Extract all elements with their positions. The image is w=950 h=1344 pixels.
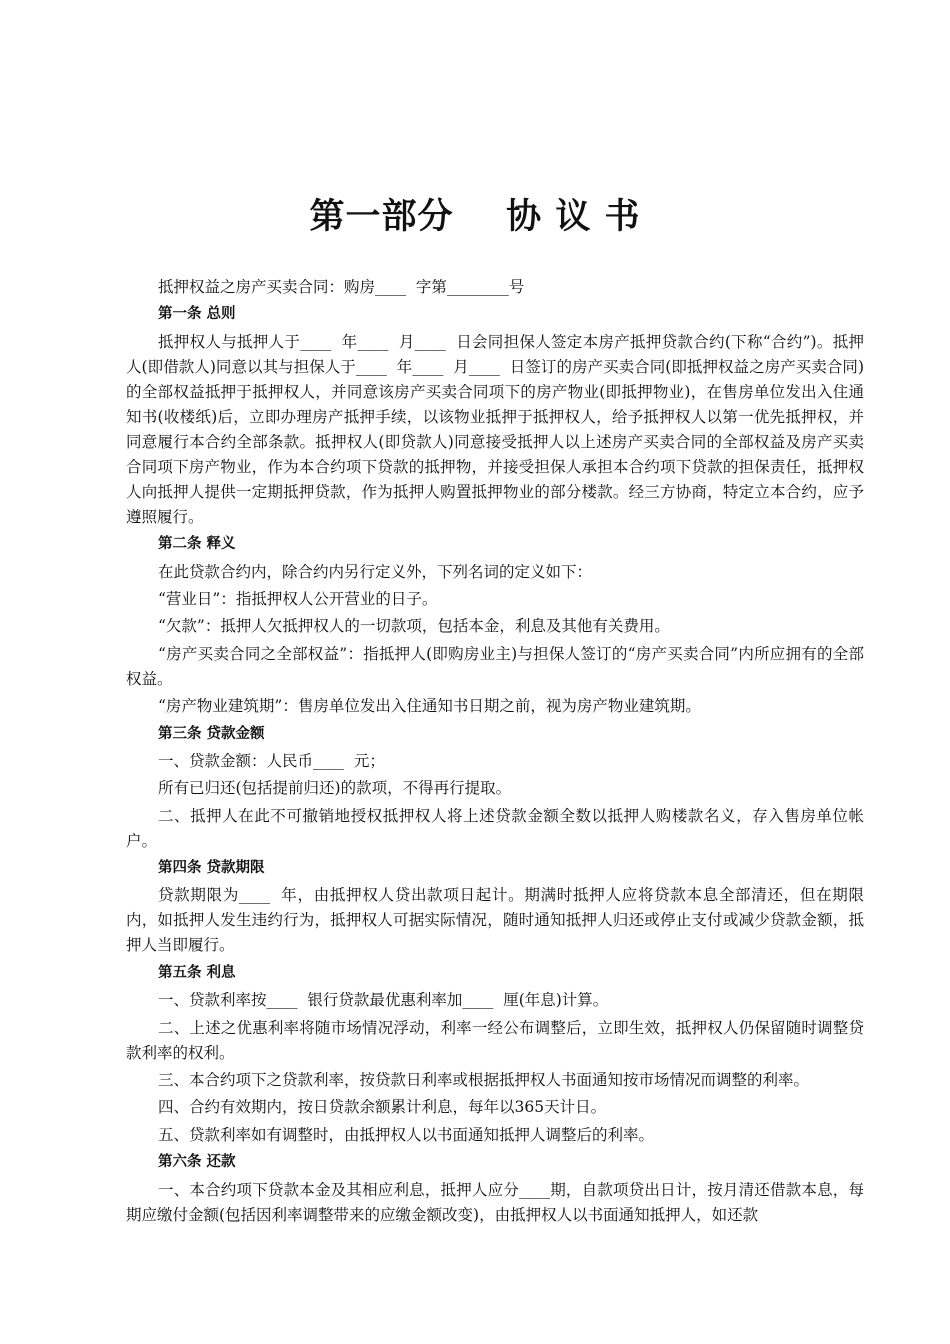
- section-heading: 第四条 贷款期限: [158, 860, 265, 877]
- section-heading: 第二条 释义: [158, 536, 236, 553]
- paragraph: 三、本合约项下之贷款利率，按贷款日利率或根据抵押权人书面通知按市场情况而调整的利率。: [158, 1071, 810, 1090]
- paragraph: 五、贷款利率如有调整时，由抵押权人以书面通知抵押人调整后的利率。: [158, 1125, 655, 1144]
- page-title: 第一部分 协 议 书: [309, 197, 641, 237]
- paragraph: 抵押权益之房产买卖合同：购房____ 字第________号: [158, 278, 525, 296]
- paragraph: 一、本合约项下贷款本金及其相应利息，抵押人应分____期，自款项贷出日计，按月清还借款本息，每期应缴付金额(包括因利率调整带来的应缴金额改变)，由抵押权人以书面通知抵押人，如还款: [126, 1180, 864, 1224]
- paragraph: 抵押权人与抵押人于____ 年____ 月____ 日会同担保人签定本房产抵押贷款合约(下称“合约”)。抵押人(即借款人)同意以其与担保人于____ 年____ 月____ 日签订的房产买卖合同(即抵押权益之房产买卖合同)的全部权益抵押于抵押权人，并同意该房产买卖合同项下的房产物业(即抵押物业)，在售房单位发出入住通知书(收楼纸)后，立即办理房产抵押手续，以该物业抵押于抵押权人，给予抵押权人以第一优先抵押权，并同意履行本合约全部条款。抵押权人(即贷款人)同意接受抵押人以上述房产买卖合同的全部权益及房产买卖合同项下房产物业，作为本合约项下贷款的抵押物，并接受担保人承担本合约项下贷款的担保责任，抵押权人向抵押人提供一定期抵押贷款，作为抵押人购置抵押物业的部分楼款。经三方协商，特定立本合约，应予遵照履行。: [126, 332, 864, 526]
- paragraph: “房产买卖合同之全部权益”：指抵押人(即购房业主)与担保人签订的“房产买卖合同”内所应拥有的全部权益。: [126, 644, 864, 688]
- section-heading: 第六条 还款: [158, 1154, 236, 1171]
- paragraph: 一、贷款利率按____ 银行贷款最优惠利率加____ 厘(年息)计算。: [158, 991, 609, 1010]
- paragraph: 在此贷款合约内，除合约内另行定义外，下列名词的定义如下：: [158, 562, 593, 581]
- section-heading: 第三条 贷款金额: [158, 725, 265, 742]
- paragraph: 二、上述之优惠利率将随市场情况浮动，利率一经公布调整后，立即生效，抵押权人仍保留随时调整贷款利率的权利。: [126, 1018, 864, 1062]
- paragraph: 贷款期限为____ 年，由抵押权人贷出款项日起计。期满时抵押人应将贷款本息全部清还，但在期限内，如抵押人发生违约行为，抵押权人可据实际情况，随时通知抵押人归还或停止支付或减少贷款金额，抵押人当即履行。: [126, 886, 864, 955]
- section-heading: 第一条 总则: [158, 306, 236, 323]
- paragraph: 二、抵押人在此不可撤销地授权抵押权人将上述贷款金额全数以抵押人购楼款名义，存入售房单位帐户。: [126, 806, 864, 850]
- paragraph: 一、贷款金额：人民币____ 元；: [158, 751, 385, 770]
- section-heading: 第五条 利息: [158, 964, 236, 981]
- paragraph: “欠款”：抵押人欠抵押权人的一切款项，包括本金，利息及其他有关费用。: [158, 617, 670, 636]
- paragraph: 所有已归还(包括提前归还)的款项，不得再行提取。: [158, 779, 512, 798]
- paragraph: 四、合约有效期内，按日贷款余额累计利息，每年以365天计日。: [158, 1098, 607, 1117]
- paragraph: “房产物业建筑期”：售房单位发出入住通知书日期之前，视为房产物业建筑期。: [158, 697, 701, 716]
- paragraph: “营业日”：指抵押权人公开营业的日子。: [158, 589, 438, 608]
- document-body: [126, 275, 864, 1230]
